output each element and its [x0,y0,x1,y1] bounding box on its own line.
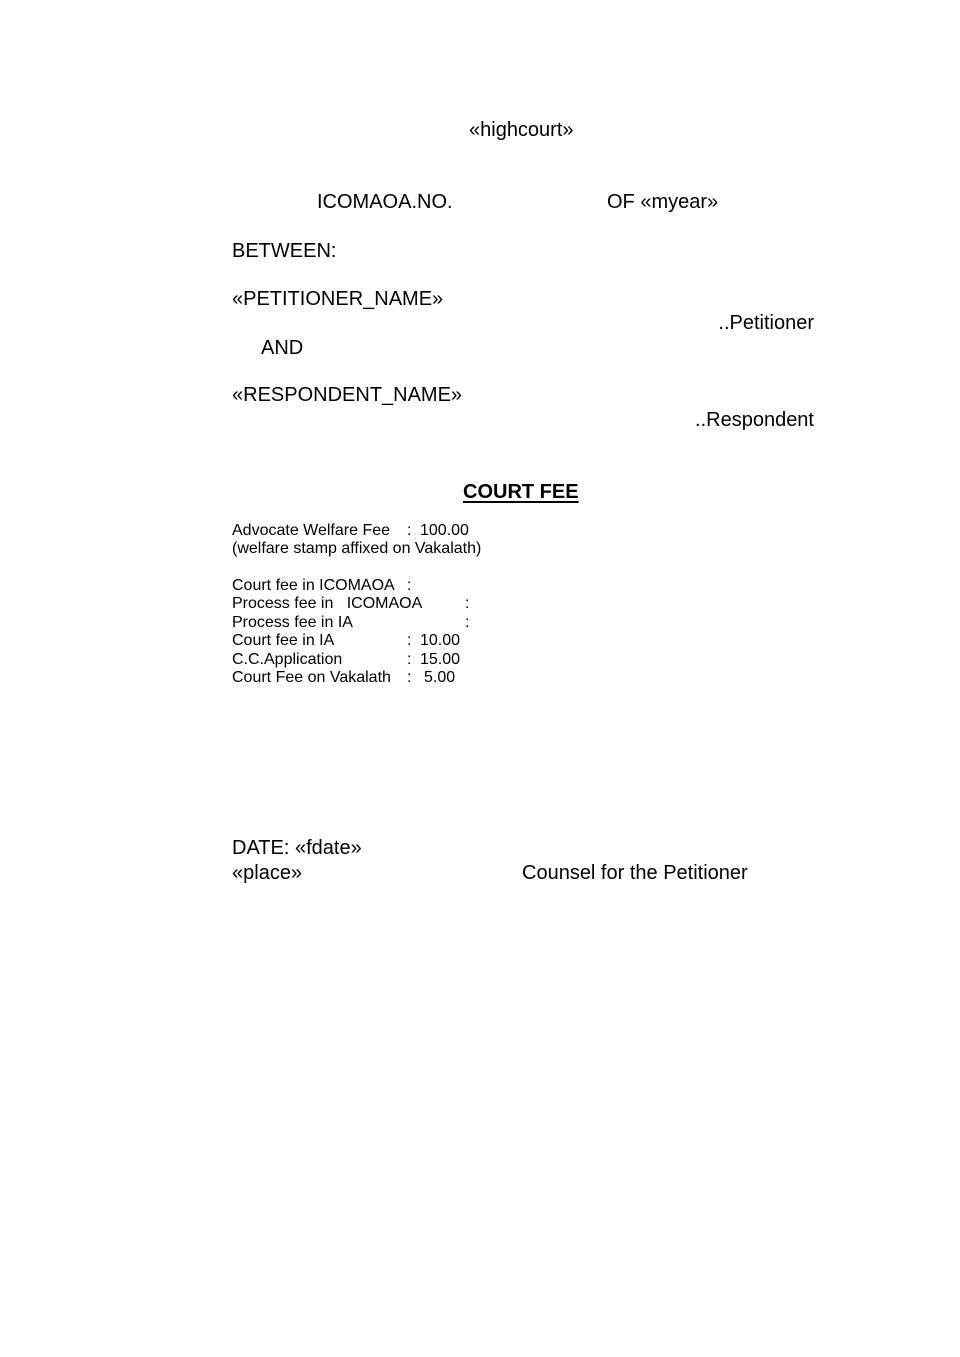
fee-item-label: Court fee in ICOMAOA [232,577,395,594]
fee-item-row [232,578,532,596]
fee-item-label: C.C.Application [232,651,343,668]
fee-item-row [232,652,532,670]
case-year: OF «myear» [607,191,719,213]
fee-item-value: 5.00 [424,669,456,686]
petitioner-name: «PETITIONER_NAME» [232,288,444,310]
fee-item-label: Process fee in IA [232,614,353,631]
respondent-role: ..Respondent [695,409,814,431]
fee-item-sep: : [407,669,412,686]
fee-item-label: Court Fee on Vakalath [232,669,391,686]
fee-item-row [232,596,532,614]
welfare-fee-sep: : [407,522,412,539]
welfare-fee-value: 100.00 [420,522,469,539]
fee-item-sep: : [465,595,470,612]
fee-item-row [232,670,532,688]
date-line: DATE: «fdate» [232,837,362,859]
welfare-fee-label: Advocate Welfare Fee [232,522,391,539]
fee-item-value: 15.00 [420,651,461,668]
welfare-fee-row [232,523,532,541]
place-line: «place» [232,862,303,884]
and-label: AND [261,337,304,359]
counsel-signature-line: Counsel for the Petitioner [522,862,748,884]
between-label: BETWEEN: [232,240,337,262]
respondent-name: «RESPONDENT_NAME» [232,384,463,406]
fee-item-label: Process fee in ICOMAOA [232,595,423,612]
fee-item-sep: : [407,632,412,649]
fee-item-row [232,615,532,633]
fee-item-label: Court fee in IA [232,632,335,649]
court-fee-heading: COURT FEE [463,481,579,503]
fee-item-sep: : [465,614,470,631]
court-name: «highcourt» [469,119,574,141]
fee-item-value: 10.00 [420,632,461,649]
fee-item-row [232,633,532,651]
fee-item-sep: : [407,577,412,594]
fee-item-sep: : [407,651,412,668]
welfare-fee-note: (welfare stamp affixed on Vakalath) [232,540,482,557]
petitioner-role: ..Petitioner [718,312,814,334]
case-number-label: ICOMAOA.NO. [317,191,453,213]
